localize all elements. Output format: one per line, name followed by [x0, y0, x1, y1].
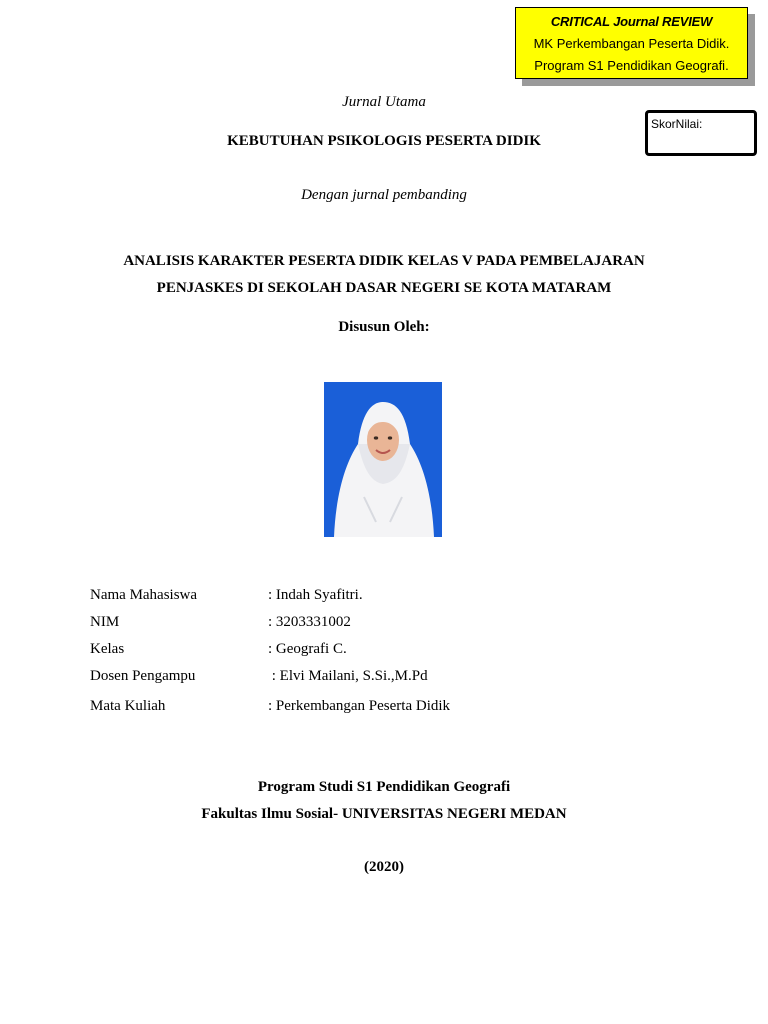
- critical-review-header-box: [515, 7, 748, 79]
- info-value: : Geografi C.: [268, 641, 347, 657]
- info-label: NIM: [90, 614, 120, 630]
- main-journal-label: Jurnal Utama: [342, 94, 426, 110]
- author-heading: Disusun Oleh:: [338, 319, 430, 335]
- comparison-journal-title-line1: ANALISIS KARAKTER PESERTA DIDIK KELAS V PADA PEMBELAJARAN: [123, 253, 645, 269]
- program-name: Program Studi S1 Pendidikan Geografi: [257, 779, 511, 795]
- comparison-journal-title-line2: PENJASKES DI SEKOLAH DASAR NEGERI SE KOTA MATARAM: [156, 280, 612, 296]
- info-value: : Indah Syafitri.: [268, 587, 363, 603]
- main-journal-title: KEBUTUHAN PSIKOLOGIS PESERTA DIDIK: [227, 133, 541, 149]
- header-program-line: Program S1 Pendidikan Geografi.: [534, 58, 729, 73]
- info-label: Mata Kuliah: [90, 698, 166, 714]
- info-value: : Perkembangan Peserta Didik: [268, 698, 451, 714]
- header-title: CRITICAL Journal REVIEW: [550, 14, 713, 29]
- student-portrait-illustration: [324, 382, 442, 537]
- student-photo: [324, 382, 442, 537]
- info-label: Nama Mahasiswa: [90, 587, 198, 603]
- year: (2020): [364, 859, 404, 875]
- info-value: : 3203331002: [268, 614, 351, 630]
- faculty-university: Fakultas Ilmu Sosial- UNIVERSITAS NEGERI MEDAN: [201, 806, 567, 822]
- header-course-line: MK Perkembangan Peserta Didik.: [533, 36, 730, 51]
- info-label: Kelas: [90, 641, 125, 657]
- info-value: : Elvi Mailani, S.Si.,M.Pd: [268, 668, 428, 684]
- score-label: SkorNilai:: [651, 117, 703, 131]
- comparison-journal-label: Dengan jurnal pembanding: [301, 187, 467, 203]
- info-label: Dosen Pengampu: [90, 668, 196, 684]
